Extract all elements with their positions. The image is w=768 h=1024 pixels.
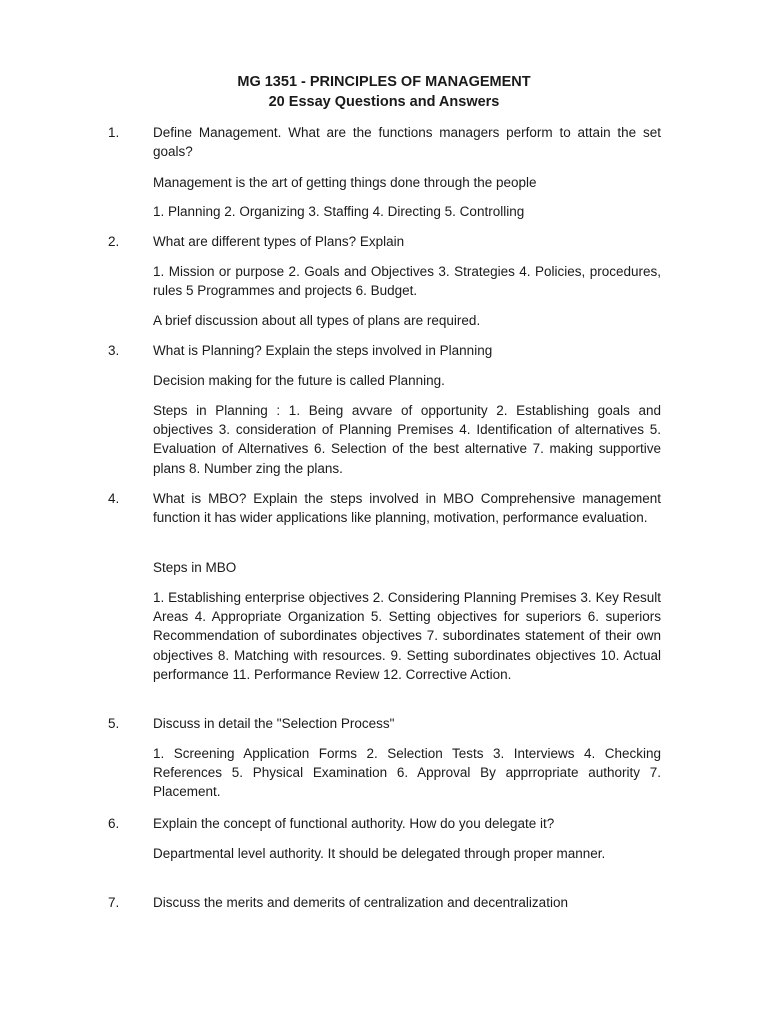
- question-number: 3.: [108, 343, 120, 358]
- question-text: What are different types of Plans? Explain: [153, 234, 405, 249]
- answer-paragraph: 1. Establishing enterprise objectives 2. Considering Planning Premises 3. Key Result Areas 4. Appropriate Organization 5. Setting objectives for superiors 6. superiors Recommendation of subordinates objectives 7. subordinates statement of their own objectives 8. Matching with resources. 9. Setting subordinates objectives 10. Actual performance 11. Performance Review 12. Corrective Action.: [153, 590, 661, 682]
- question-number: 5.: [108, 716, 120, 731]
- question-text: What is Planning? Explain the steps involved in Planning: [153, 343, 493, 358]
- document-subtitle: 20 Essay Questions and Answers: [268, 94, 500, 110]
- question-number: 7.: [108, 895, 120, 910]
- answer-paragraph: Management is the art of getting things done through the people: [153, 175, 537, 190]
- question-number: 4.: [108, 491, 120, 506]
- question-number: 1.: [108, 125, 120, 140]
- question-text: Discuss in detail the "Selection Process": [153, 716, 395, 731]
- answer-paragraph: Decision making for the future is called Planning.: [153, 373, 445, 388]
- document-title: MG 1351 - PRINCIPLES OF MANAGEMENT: [237, 74, 531, 90]
- answer-paragraph: Steps in Planning : 1. Being avvare of opportunity 2. Establishing goals and objectives 3. consideration of Planning Premises 4. Identification of alternatives 5. Evaluation of Alternatives 6. Selection of the best alternative 7. making supportive plans 8. Number zing the plans.: [153, 403, 661, 476]
- answer-paragraph: 1. Mission or purpose 2. Goals and Objectives 3. Strategies 4. Policies, procedures, rules 5 Programmes and projects 6. Budget.: [153, 264, 661, 299]
- question-text: Discuss the merits and demerits of centralization and decentralization: [153, 895, 568, 910]
- answer-paragraph: A brief discussion about all types of plans are required.: [153, 313, 481, 328]
- answer-paragraph: 1. Screening Application Forms 2. Selection Tests 3. Interviews 4. Checking References 5. Physical Examination 6. Approval By apprropriate authority 7. Placement.: [153, 746, 661, 800]
- question-text: What is MBO? Explain the steps involved in MBO Comprehensive management function it has wider applications like planning, motivation, performance evaluation.: [153, 491, 661, 526]
- question-number: 2.: [108, 234, 120, 249]
- answer-paragraph: Steps in MBO: [153, 560, 237, 575]
- question-text: Define Management. What are the functions managers perform to attain the set goals?: [153, 125, 661, 160]
- question-number: 6.: [108, 816, 120, 831]
- document-header: [0, 72, 768, 112]
- answer-paragraph: Departmental level authority. It should be delegated through proper manner.: [153, 846, 606, 861]
- answer-paragraph: 1. Planning 2. Organizing 3. Staffing 4. Directing 5. Controlling: [153, 204, 525, 219]
- question-text: Explain the concept of functional authority. How do you delegate it?: [153, 816, 555, 831]
